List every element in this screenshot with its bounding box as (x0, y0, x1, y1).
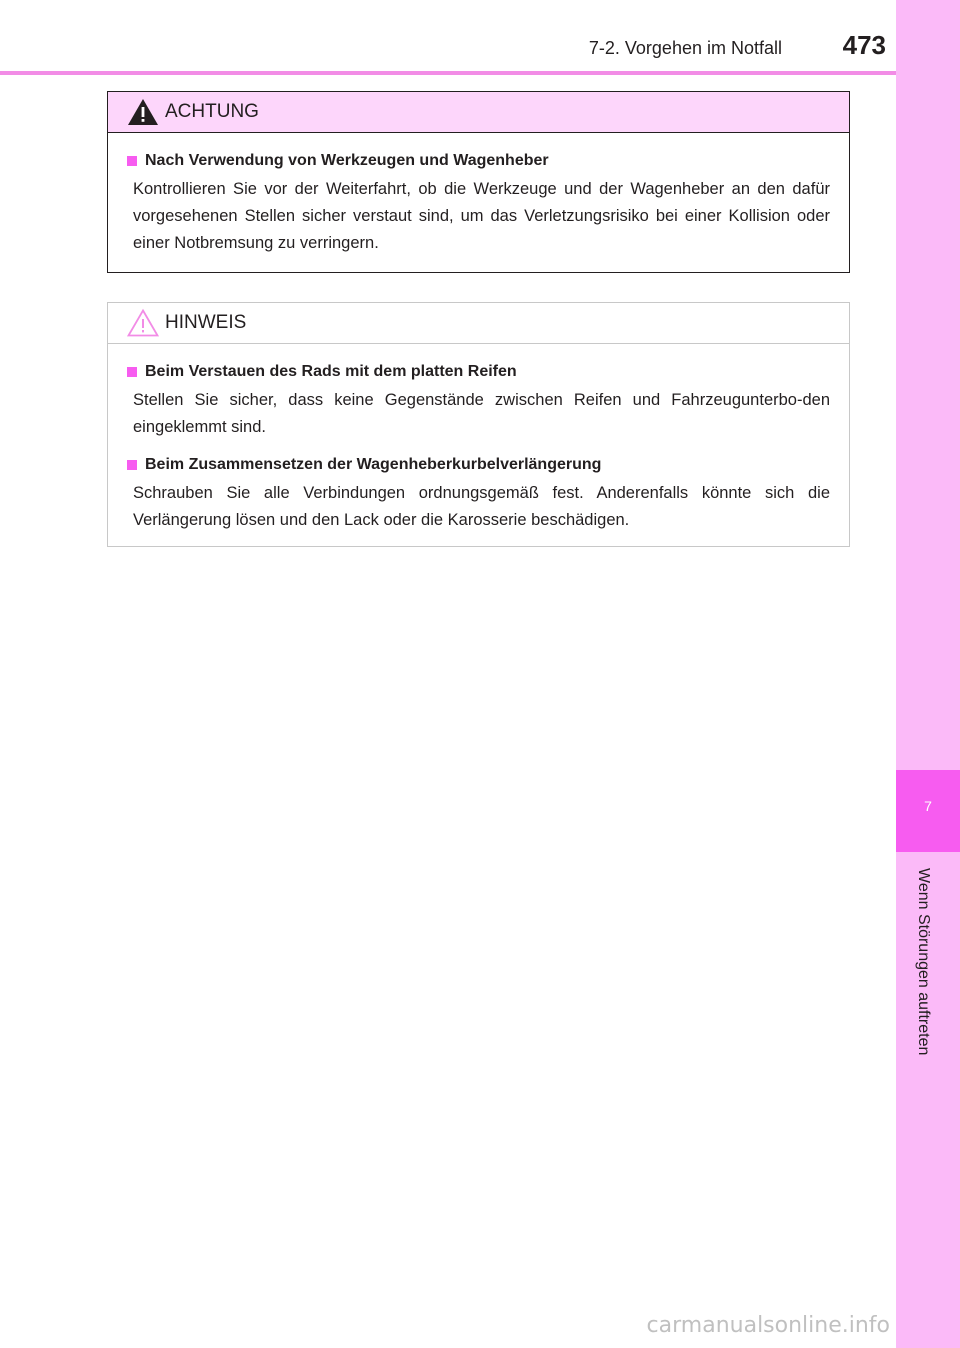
achtung-title: ACHTUNG (165, 101, 259, 122)
square-bullet-icon (127, 460, 137, 470)
square-bullet-icon (127, 156, 137, 166)
hinweis-title: HINWEIS (165, 312, 247, 333)
list-item (127, 149, 830, 257)
warning-outline-icon (126, 308, 160, 338)
item-heading (127, 360, 830, 384)
achtung-body (108, 133, 849, 257)
header-section-title: 7-2. Vorgehen im Notfall (588, 38, 782, 58)
header-rule (0, 71, 896, 75)
watermark: carmanualsonline.info (646, 1313, 890, 1338)
chapter-title: Wenn Störungen auftreten (915, 868, 932, 1056)
item-text: Schrauben Sie alle Verbindungen ordnungsgemäß fest. Anderenfalls könnte sich die Verlängerung lösen und den Lack oder die Karosserie beschädigen. (133, 484, 830, 529)
list-item (127, 360, 830, 441)
item-text: Kontrollieren Sie vor der Weiterfahrt, ob die Werkzeuge und der Wagenheber an den dafür vorgesehenen Stellen sicher verstaut sind, um das Verletzungsrisiko bei einer Kollision oder einer Notbremsung zu verringern. (133, 180, 830, 252)
achtung-header (108, 92, 849, 133)
chapter-tab[interactable] (896, 770, 960, 852)
list-item (127, 453, 830, 534)
hinweis-box (107, 302, 850, 547)
warning-filled-icon (126, 97, 160, 127)
item-heading (127, 453, 830, 477)
hinweis-body (108, 344, 849, 534)
item-heading-text: Beim Verstauen des Rads mit dem platten Reifen (145, 363, 517, 380)
item-heading-text: Nach Verwendung von Werkzeugen und Wagenheber (145, 152, 549, 169)
achtung-box (107, 91, 850, 273)
chapter-number: 7 (924, 798, 932, 814)
side-tab (896, 0, 960, 1348)
square-bullet-icon (127, 367, 137, 377)
item-heading-text: Beim Zusammensetzen der Wagenheberkurbelverlängerung (145, 456, 602, 473)
item-heading (127, 149, 830, 173)
item-text: Stellen Sie sicher, dass keine Gegenstände zwischen Reifen und Fahrzeugunterbo-den eingeklemmt sind. (133, 391, 830, 436)
hinweis-header (108, 303, 849, 344)
page-number: 473 (842, 30, 886, 60)
